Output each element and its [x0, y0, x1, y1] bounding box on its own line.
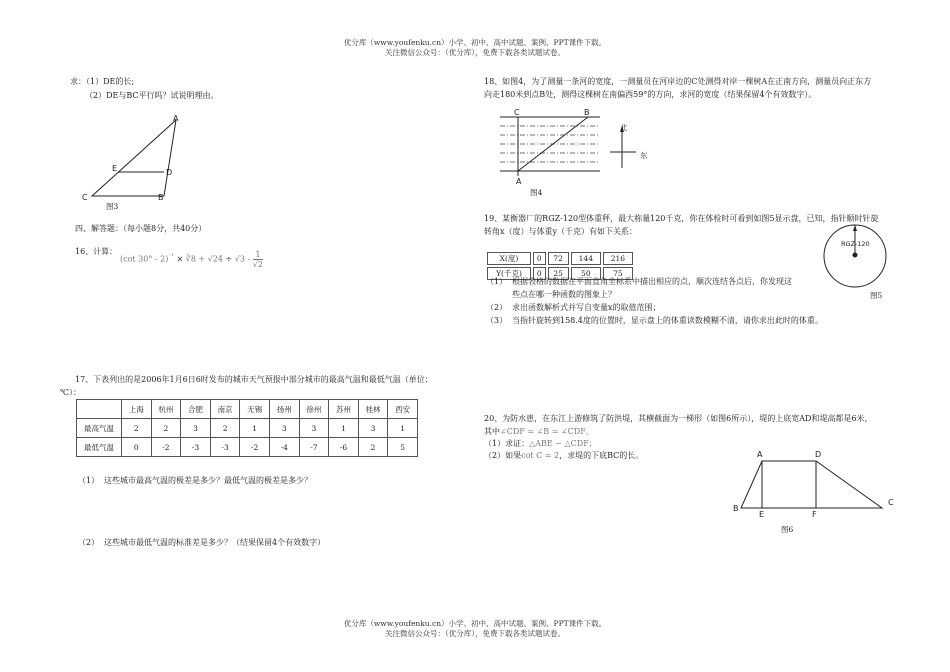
q19-sub3-number: （3）: [486, 316, 508, 325]
city-header: 桂林: [358, 400, 388, 419]
table-cell: 75: [603, 267, 633, 280]
table-row: [77, 419, 418, 438]
table-header-row: [77, 400, 418, 419]
fig6-label-a: A: [757, 450, 763, 459]
fig5-caption: 图5: [870, 291, 883, 300]
fig6-label-b: B: [733, 504, 739, 513]
q17-sub2-number: （2）: [78, 538, 100, 547]
fig6-label-d: D: [815, 450, 822, 459]
figure-3: [80, 112, 190, 216]
fig6-label-c: C: [888, 498, 894, 507]
table-cell: -7: [299, 438, 329, 457]
q16-fraction: [253, 250, 263, 269]
q20-line-2: [484, 426, 594, 437]
figure-4: [500, 110, 660, 185]
q18-line-1: 18、如图4，为了测量一条河的宽度，一测量员在河岸边的C处测得对岸一棵树A在正南方向，测量员向正东方: [484, 77, 872, 86]
ask-2: （2）DE与BC平行吗？试说明理由。: [85, 91, 219, 100]
table-cell: 216: [603, 252, 633, 265]
q20-similar-triangles: △ABE ∽ △CDF；: [529, 439, 597, 448]
q20-cot-condition: cot C = 2: [521, 451, 560, 460]
q17-line-1: 17、下表列出的是2006年1月6日6时发布的城市天气预报中部分城市的最高气温和最低气温（单位：: [75, 375, 433, 384]
table-corner: [77, 400, 122, 419]
q17-sub2-text: 这些城市最低气温的标准差是多少？（结果保留4个有效数字）: [104, 538, 326, 547]
q16-divide: ÷: [225, 254, 233, 264]
table-cell: 1: [329, 419, 359, 438]
q16-minus: -: [247, 254, 251, 264]
q20-line-1: 20、为防水患，在东江上游修筑了防洪堤，其横截面为一梯形（如图6所示），堤的上底宽AD和堤高都是6米，: [484, 414, 873, 423]
table-cell: 50: [571, 267, 601, 280]
table-cell: 3: [299, 419, 329, 438]
q19-sub3-text: 当指针旋转到158.4度的位置时，显示盘上的体重读数模糊不清，请你求出此时的体重。: [512, 316, 823, 325]
table-cell: 0: [122, 438, 152, 457]
q20-sub1: [484, 438, 597, 449]
fig4-north-label: 北: [620, 123, 628, 132]
table-cell: 1: [240, 419, 270, 438]
q16-root-3: √3: [234, 254, 245, 264]
row-label: X(度): [487, 252, 531, 265]
table-row: [77, 438, 418, 457]
table-cell: -6: [329, 438, 359, 457]
q19-sub1-text-a: 根据表格的数据在平面直角坐标系中描出相应的点，顺次连结各点后，你发现这: [512, 277, 792, 286]
q20-sub2-prefix: （2）如果: [484, 451, 522, 460]
q20-line-2-prefix: 其中: [484, 427, 500, 436]
q19-line-1: 19、某衡器厂的RGZ-120型体重秤，最大称量120千克，你在体检时可看到如图5显示盘，已知，指针顺时针旋: [484, 214, 879, 223]
city-header: 杭州: [151, 400, 181, 419]
city-header: 南京: [210, 400, 240, 419]
row-label: 最低气温: [77, 438, 122, 457]
q19-sub2-number: （2）: [486, 303, 508, 312]
city-header: 合肥: [181, 400, 211, 419]
q20-sub2: [484, 450, 643, 461]
header-line-2: 关注微信公众号：（优分库），免费下载各类试题试卷。: [385, 48, 565, 57]
fig4-caption: 图4: [530, 188, 543, 197]
q18-line-2: 向走180米到点B处，测得这棵树在南偏西59°的方向，求河的宽度（结果保留4个有效数字）。: [484, 90, 817, 99]
q16-plus: +: [198, 254, 206, 264]
fig3-label-a: A: [173, 114, 179, 123]
fig3-label-b: B: [158, 193, 164, 202]
q16-expression: [120, 250, 263, 269]
q19-sub1-text-b: 些点在哪一种函数的图象上？: [512, 290, 616, 299]
city-header: 徐州: [299, 400, 329, 419]
q20-angle-condition: ∠CDF = ∠B = ∠CDF，: [500, 427, 594, 436]
fig3-caption: 图3: [106, 202, 119, 211]
fig3-label-e: E: [112, 164, 118, 173]
table-cell: 2: [151, 419, 181, 438]
table-cell: 5: [388, 438, 418, 457]
table-cell: 2: [122, 419, 152, 438]
fig5-dial-label: RGZ-120: [841, 240, 870, 248]
table-cell: 25: [548, 267, 569, 280]
city-header: 西安: [388, 400, 418, 419]
city-header: 苏州: [329, 400, 359, 419]
fig3-label-c: C: [82, 193, 88, 202]
q20-sub2-suffix: ，求堤的下底BC的长。: [559, 451, 644, 460]
table-cell: 1: [388, 419, 418, 438]
header-line-1: 优分库（www.youfenku.cn）小学、初中、高中试题、案例、PPT课件下载。: [343, 38, 607, 47]
table-cell: 0: [533, 252, 546, 265]
fig6-caption: 图6: [781, 525, 794, 534]
fig6-label-e: E: [759, 510, 765, 519]
section-4-heading: 四、解答题：（每小题8分，共40分）: [75, 224, 207, 233]
q16-exponent: ⁻¹: [168, 252, 174, 260]
q16-root-1: ∛8: [185, 254, 196, 264]
q17-sub1-text: 这些城市最高气温的极差是多少？最低气温的极差是多少？: [104, 476, 312, 485]
q16-label: 16、计算：: [75, 247, 118, 256]
table-cell: 0: [533, 267, 546, 280]
figure-5-dial: [822, 223, 888, 289]
table-cell: -4: [269, 438, 299, 457]
q19-sub2-text: 求出函数解析式并写自变量x的取值范围；: [512, 303, 661, 312]
q17-sub1-number: （1）: [78, 476, 100, 485]
table-cell: 3: [358, 419, 388, 438]
fig4-east-label: 东: [640, 151, 648, 160]
table-cell: 2: [210, 419, 240, 438]
q16-denominator: √2: [252, 260, 263, 269]
table-cell: -3: [210, 438, 240, 457]
ask-1: 求：（1）DE的长;: [70, 77, 135, 86]
q19-line-2: 转角x（度）与体重y（千克）有如下关系：: [484, 227, 638, 236]
footer-line-2: 关注微信公众号：（优分库），免费下载各类试题试卷。: [385, 629, 565, 638]
fig4-label-c: C: [514, 108, 520, 117]
table-cell: 2: [358, 438, 388, 457]
row-label: Y(千克): [487, 267, 531, 280]
city-header: 无锡: [240, 400, 270, 419]
table-row: [487, 252, 633, 265]
city-header: 上海: [122, 400, 152, 419]
q20-sub1-prefix: （1）求证：: [484, 439, 530, 448]
table-cell: -3: [181, 438, 211, 457]
row-label: 最高气温: [77, 419, 122, 438]
footer-line-1: 优分库（www.youfenku.cn）小学、初中、高中试题、案例、PPT课件下载。: [343, 619, 607, 628]
q16-root-2: √24: [207, 254, 223, 264]
figure-6: [730, 450, 890, 520]
table-cell: 72: [548, 252, 569, 265]
q19-sub1-number: （1）: [486, 277, 508, 286]
table-cell: -2: [151, 438, 181, 457]
fig6-label-f: F: [812, 510, 817, 519]
fig4-label-a: A: [516, 177, 522, 186]
city-header: 扬州: [269, 400, 299, 419]
fig4-label-b: B: [584, 108, 590, 117]
table-cell: -2: [240, 438, 270, 457]
q16-times: ×: [176, 254, 184, 264]
table-cell: 144: [571, 252, 601, 265]
table-cell: 3: [181, 419, 211, 438]
q16-numerator: 1: [253, 250, 263, 260]
table-cell: 3: [269, 419, 299, 438]
q16-term-1: (cot 30° - 2): [120, 254, 169, 264]
fig3-label-d: D: [166, 168, 173, 177]
weather-table: [76, 399, 418, 457]
q17-line-2: ℃）：: [60, 388, 81, 397]
